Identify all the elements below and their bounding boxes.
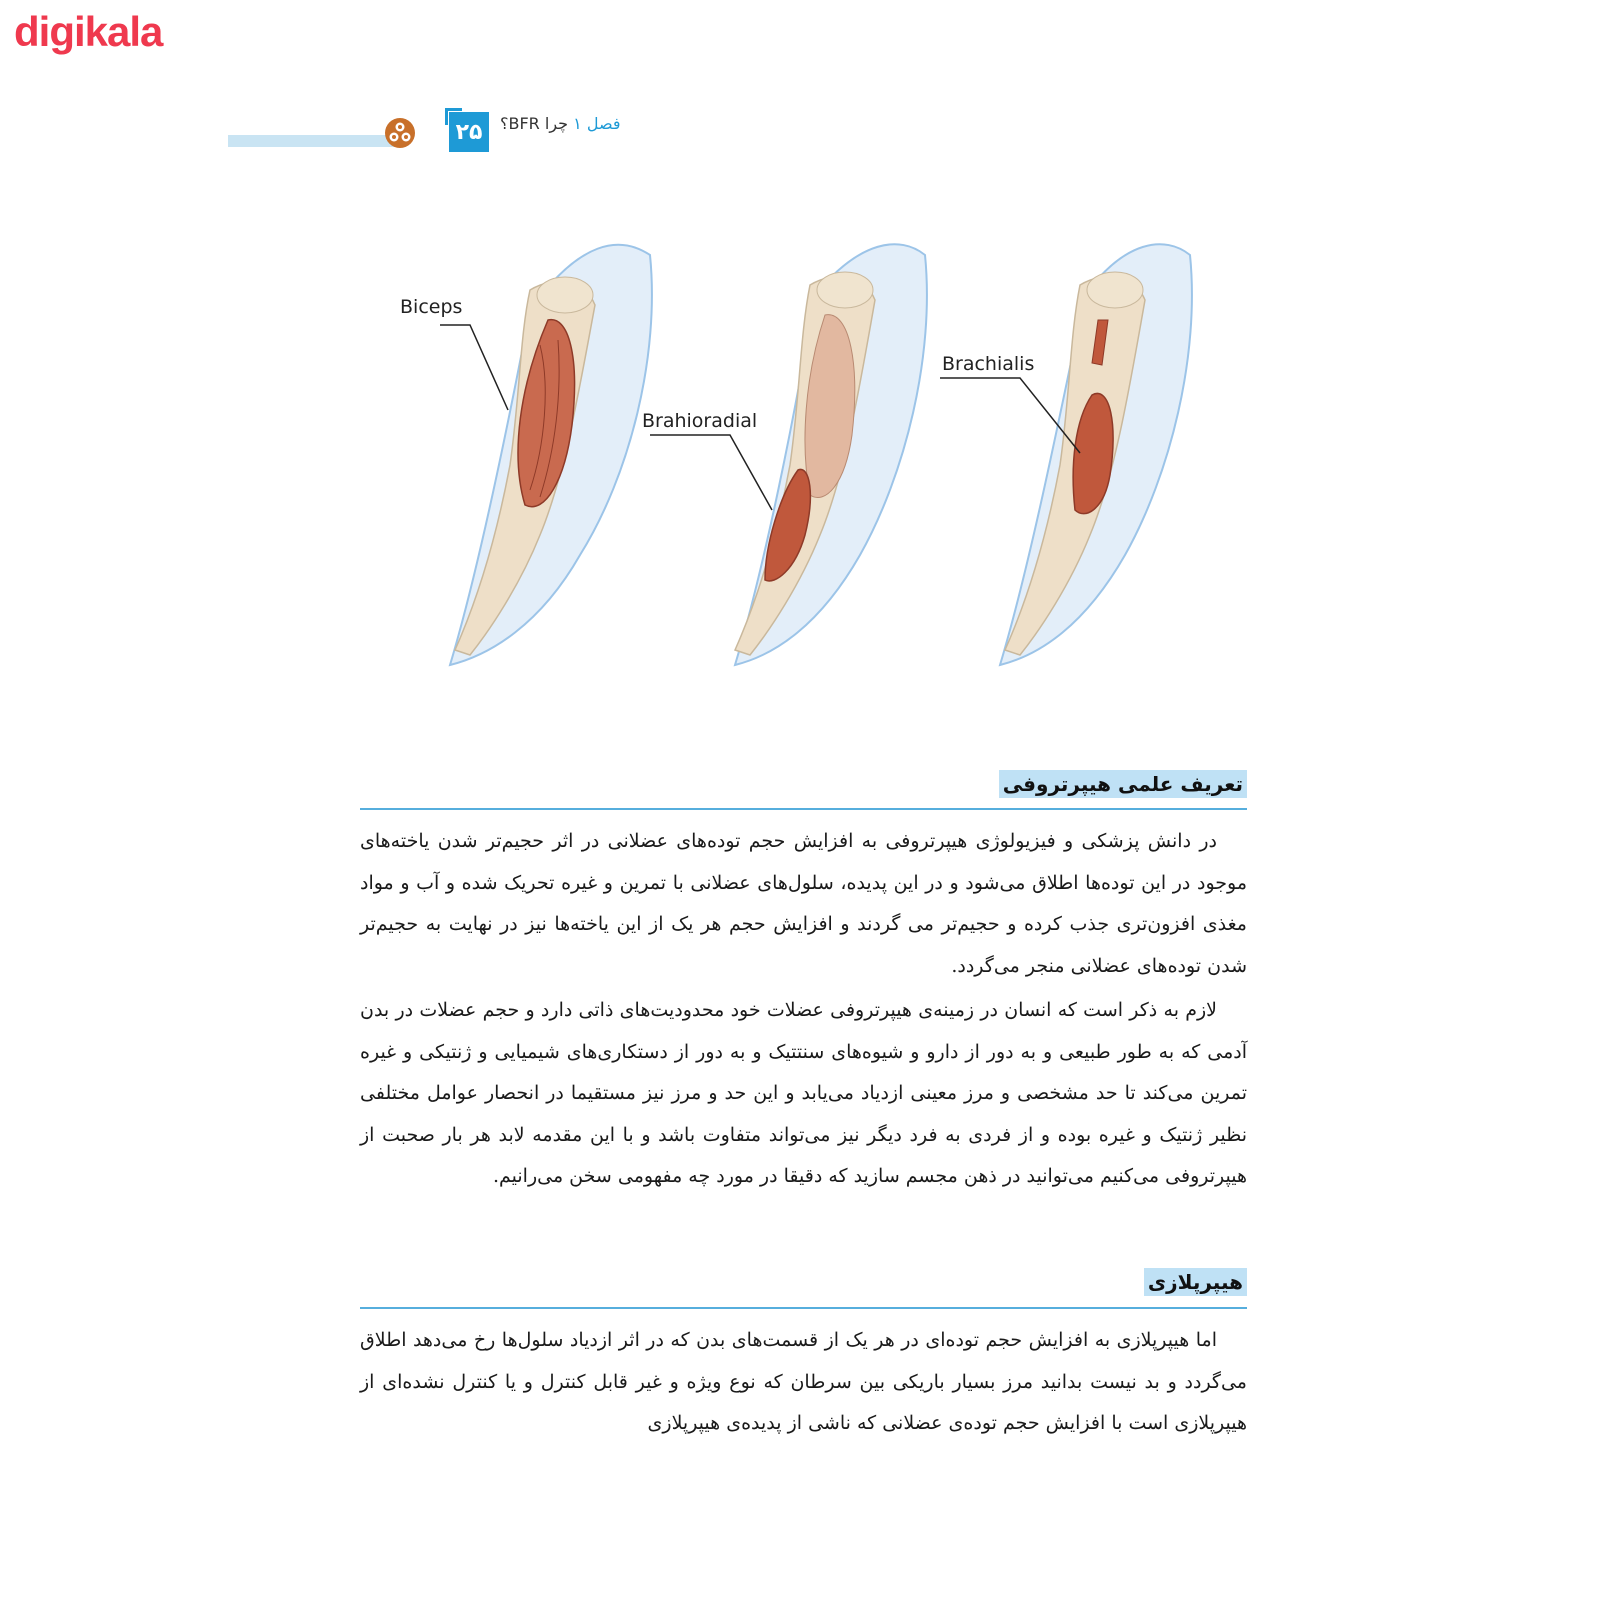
paragraph: اما هیپرپلازی به افزایش حجم توده‌ای در هر یک از قسمت‌های بدن که در اثر ازدیاد سلول‌ها رخ می‌دهد اطلاق می‌گردد و بد نیست بدانید مرز بسیار باریکی بین سرطان که نوع ویژه و غیر قابل کنترل و یا کنترل نشده‌ای از هیپرپلازی است با افزایش حجم توده‌ی عضلانی که ناشی از پدیده‌ی هیپرپلازی xyxy=(360,1329,1247,1434)
paragraph: در دانش پزشکی و فیزیولوژی هیپرتروفی به افزایش حجم توده‌های عضلانی در اثر حجیم‌تر شدن یاخته‌های موجود در این توده‌ها اطلاق می‌شود و در این پدیده، سلول‌های عضلانی با تمرین و غیره تحریک شده و آب و مواد مغذی افزون‌تری جذب کرده و حجیم‌تر می گردند و افزایش حجم هر یک از این یاخته‌ها نیز در نهایت به حجیم‌تر شدن توده‌های عضلانی منجر می‌گردد. xyxy=(360,830,1247,977)
section-title-hyperplasia: هیپرپلازی xyxy=(1144,1268,1247,1296)
label-biceps: Biceps xyxy=(400,296,463,318)
section-divider xyxy=(360,1307,1247,1309)
brachioradial-leader-line xyxy=(650,435,772,510)
paragraph: لازم به ذکر است که انسان در زمینه‌ی هیپرتروفی عضلات خود محدودیت‌های ذاتی دارد و حجم عضلات در بدن آدمی که به طور طبیعی و به دور از دارو و شیوه‌های سنتتیک و به دور از دستکاری‌های شیمیایی و ژنتیکی و غیره تمرین می‌کند تا حد مشخصی و مرز معینی ازدیاد می‌یابد و این حد و مرز نیز مستقیما در انحصار عوامل مختلفی نظیر ژنتیک و غیره بوده و از فردی به فرد دیگر نیز می‌تواند متفاوت باشد و با این مقدمه لابد هر بار صحبت از هیپرتروفی می‌کنیم می‌توانید در ذهن مجسم سازید که دقیقا در مورد چه مفهومی سخن می‌رانیم. xyxy=(360,999,1247,1187)
header-accent-bar xyxy=(228,135,398,147)
page-number: ۲۵ xyxy=(449,112,489,152)
arm-brachialis xyxy=(1000,244,1192,665)
arm-brachioradialis xyxy=(735,244,927,665)
arm-muscles-illustration xyxy=(380,235,1240,685)
chapter-heading xyxy=(500,114,620,133)
label-brachialis: Brachialis xyxy=(942,353,1035,375)
label-brachioradial: Brahioradial xyxy=(642,410,758,432)
book-logo-icon xyxy=(384,117,416,149)
section-divider xyxy=(360,808,1247,810)
biceps-leader-line xyxy=(440,325,508,410)
chapter-label: فصل ۱ xyxy=(573,114,621,133)
chapter-title: چرا BFR؟ xyxy=(500,114,569,133)
arm-biceps xyxy=(450,245,652,665)
digikala-logo[interactable]: digikala xyxy=(14,8,163,55)
section-title-hypertrophy: تعریف علمی هیپرتروفی xyxy=(999,770,1247,798)
